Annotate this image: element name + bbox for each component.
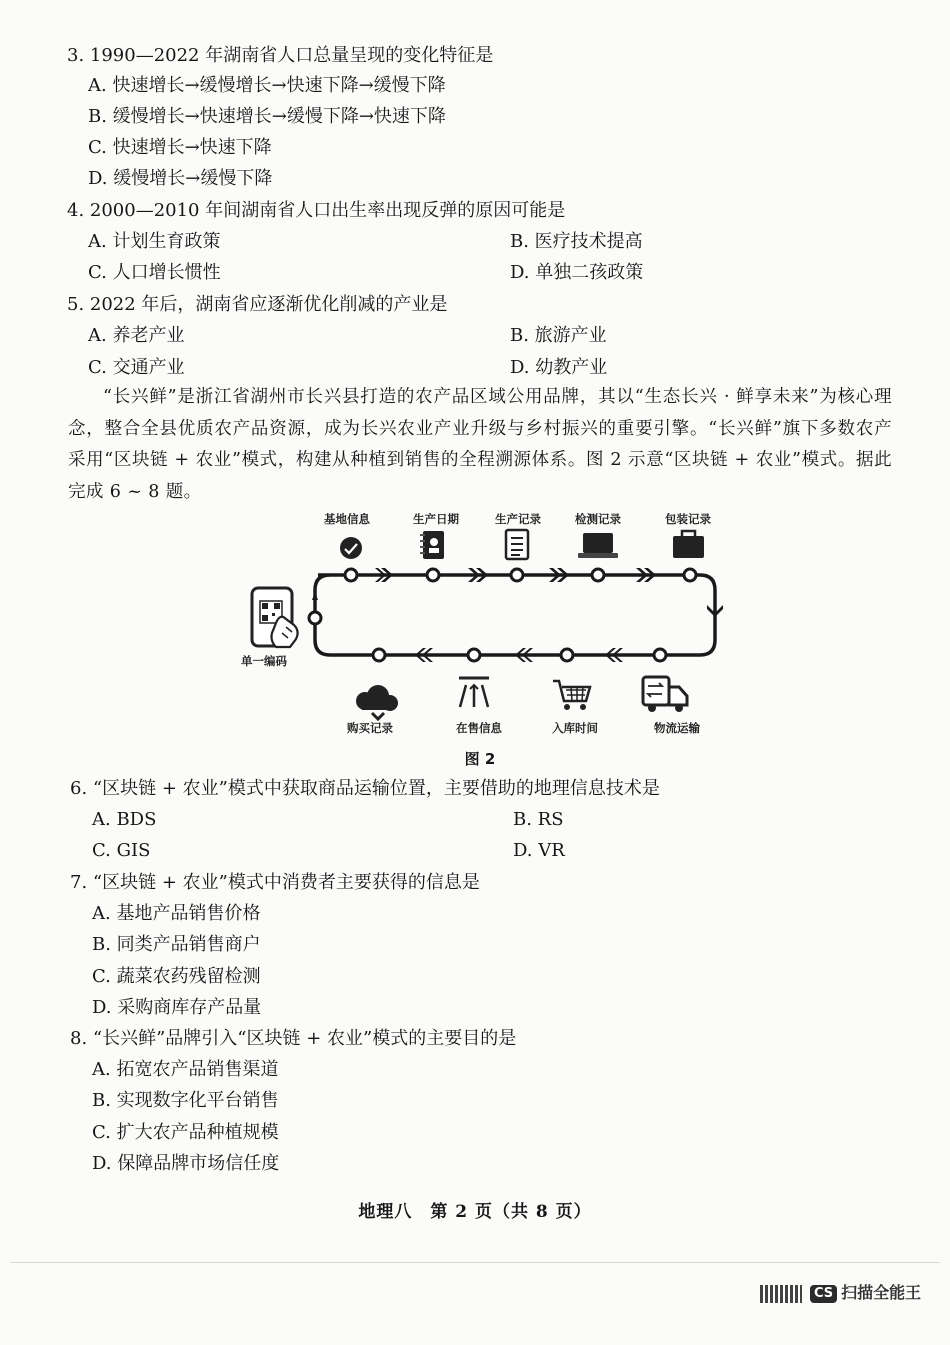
label-production-date: 生产日期 — [413, 512, 459, 526]
question-4-stem: 4. 2000—2010 年间湖南省人口出生率出现反弹的原因可能是 — [67, 200, 566, 221]
reading-passage: “长兴鲜”是浙江省湖州市长兴县打造的农产品区域公用品牌，其以“生态长兴 · 鲜享未来”为核心理念，整合全县优质农产品资源，成为长兴农业产业升级与乡村振兴的重要引擎。“长兴鲜”旗下多数农产采用“区块链 + 农业”模式，构建从种植到销售的全程溯源体系。图 2 示意“区块链 + 农业”模式。据此完成 6 ~ 8 题。 — [68, 387, 892, 502]
question-3-option-c: C. 快速增长→快速下降 — [88, 137, 272, 158]
question-6-option-c: C. GIS — [92, 840, 151, 861]
question-5-option-d: D. 幼教产业 — [510, 357, 608, 378]
question-4-option-b: B. 医疗技术提高 — [510, 231, 643, 252]
question-7-option-c: C. 蔬菜农药残留检测 — [92, 966, 261, 987]
label-purchase-record: 购买记录 — [347, 721, 393, 735]
label-sale-info: 在售信息 — [456, 721, 502, 735]
question-4-option-d: D. 单独二孩政策 — [510, 262, 644, 283]
question-6-option-d: D. VR — [513, 840, 565, 861]
question-8-option-b: B. 实现数字化平台销售 — [92, 1090, 279, 1111]
camscanner-logo-icon: CS — [810, 1285, 837, 1303]
top-nodes — [309, 569, 696, 624]
node-production-record — [511, 569, 523, 581]
node-storage-time — [561, 649, 573, 661]
question-7-option-a: A. 基地产品销售价格 — [92, 903, 261, 924]
node-base-info — [345, 569, 357, 581]
node-logistics — [654, 649, 666, 661]
qr-code-icon — [760, 1285, 802, 1303]
question-7-option-b: B. 同类产品销售商户 — [92, 934, 261, 955]
node-start — [309, 612, 321, 624]
traceability-loop — [315, 575, 715, 655]
node-purchase-record — [373, 649, 385, 661]
cloud-icon — [356, 685, 398, 719]
question-3-option-b: B. 缓慢增长→快速增长→缓慢下降→快速下降 — [88, 106, 446, 127]
question-5-option-a: A. 养老产业 — [88, 325, 185, 346]
truck-icon — [643, 677, 687, 712]
question-6-option-a: A. BDS — [92, 809, 157, 830]
question-8-option-a: A. 拓宽农产品销售渠道 — [92, 1059, 279, 1080]
label-package-record: 包装记录 — [665, 512, 711, 526]
label-storage-time: 入库时间 — [552, 721, 598, 735]
label-single-code: 单一编码 — [241, 654, 287, 668]
question-8-option-d: D. 保障品牌市场信任度 — [92, 1153, 280, 1174]
node-test-record — [592, 569, 604, 581]
label-logistics: 物流运输 — [654, 721, 700, 735]
question-7-option-d: D. 采购商库存产品量 — [92, 997, 262, 1018]
question-8-option-c: C. 扩大农产品种植规模 — [92, 1122, 279, 1143]
question-4-option-a: A. 计划生育政策 — [88, 231, 221, 252]
shopping-cart-icon — [553, 681, 590, 710]
question-7-stem: 7. “区块链 + 农业”模式中消费者主要获得的信息是 — [70, 872, 480, 893]
node-sale-info — [468, 649, 480, 661]
package-icon — [673, 531, 704, 558]
page-footer: 地理八 第 2 页（共 8 页） — [358, 1202, 592, 1222]
label-test-record: 检测记录 — [575, 512, 621, 526]
leaf-badge-icon — [340, 537, 362, 559]
question-6-option-b: B. RS — [513, 809, 564, 830]
label-base-info: 基地信息 — [324, 512, 370, 526]
question-5-option-c: C. 交通产业 — [88, 357, 185, 378]
figure-caption: 图 2 — [464, 750, 496, 768]
shop-stall-icon — [459, 678, 489, 707]
question-3-option-a: A. 快速增长→缓慢增长→快速下降→缓慢下降 — [88, 75, 446, 96]
scanner-watermark-text: 扫描全能王 — [841, 1283, 922, 1302]
label-production-record: 生产记录 — [495, 512, 541, 526]
question-8-stem: 8. “长兴鲜”品牌引入“区块链 + 农业”模式的主要目的是 — [70, 1028, 517, 1049]
question-3-stem: 3. 1990—2022 年湖南省人口总量呈现的变化特征是 — [67, 45, 494, 66]
laptop-icon — [578, 533, 618, 558]
question-6-stem: 6. “区块链 + 农业”模式中获取商品运输位置，主要借助的地理信息技术是 — [70, 778, 660, 799]
checklist-icon — [506, 530, 528, 559]
question-3-option-d: D. 缓慢增长→缓慢下降 — [88, 168, 273, 189]
phone-qr-scan-icon — [252, 588, 298, 647]
question-5-stem: 5. 2022 年后，湖南省应逐渐优化削减的产业是 — [67, 294, 448, 315]
scanner-watermark — [760, 1280, 935, 1304]
notebook-icon — [420, 531, 444, 559]
blockchain-agriculture-diagram — [230, 505, 740, 750]
question-4-option-c: C. 人口增长惯性 — [88, 262, 221, 283]
question-5-option-b: B. 旅游产业 — [510, 325, 607, 346]
scan-divider — [10, 1262, 940, 1263]
node-package-record — [684, 569, 696, 581]
node-production-date — [427, 569, 439, 581]
